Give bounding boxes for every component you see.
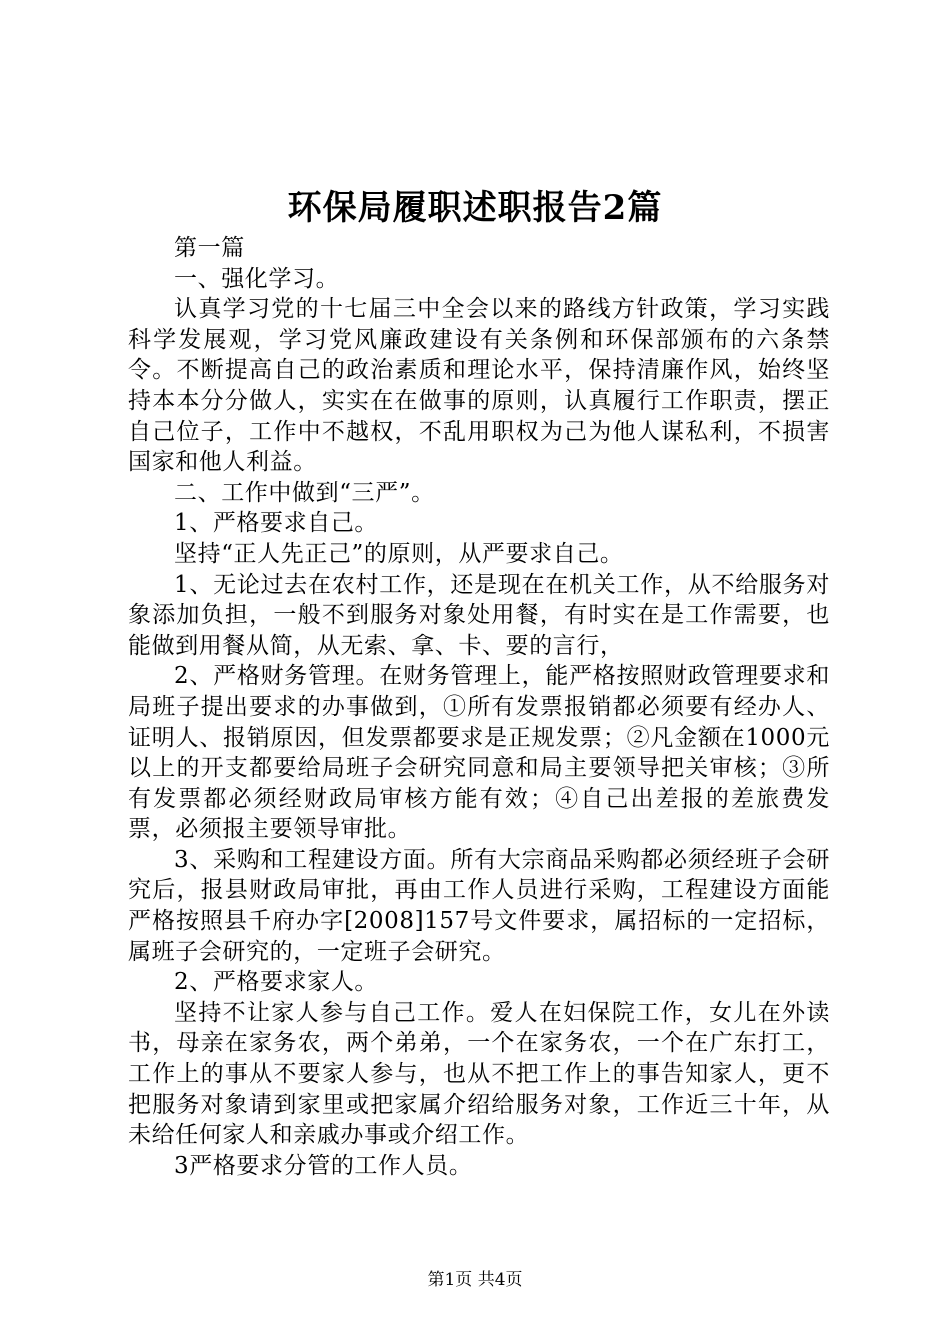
paragraph-self-discipline-heading: 1、严格要求自己。 [174, 510, 379, 537]
paragraph-part-one: 第一篇 [174, 235, 245, 261]
page-number-footer: 第1页 共4页 [427, 1270, 523, 1290]
paragraph-family: 坚持不让家人参与自己工作。爱人在妇保院工作，女儿在外读书，母亲在家务农，两个弟弟，一个在家务农，一个在广东打工，工作上的事从不要家人参与，也从不把工作上的事告知家人，更不把服务对象请到家里或把家属介绍给服务对象，工作近三十年，从未给任何家人和亲戚办事或介绍工作。 [128, 999, 830, 1149]
paragraph-section-two-heading: 二、工作中做到“三严”。 [174, 479, 435, 506]
paragraph-study: 认真学习党的十七届三中全会以来的路线方针政策，学习实践科学发展观，学习党风廉政建设有关条例和环保部颁布的六条禁令。不断提高自己的政治素质和理论水平，保持清廉作风，始终坚持本本分分做人，实实在在做事的原则，认真履行工作职责，摆正自己位子，工作中不越权，不乱用职权为己为他人谋私利，不损害国家和他人利益。 [128, 296, 830, 476]
paragraph-family-heading: 2、严格要求家人。 [174, 969, 379, 996]
paragraph-procurement: 3、采购和工程建设方面。所有大宗商品采购都必须经班子会研究后，报县财政局审批，再由工作人员进行采购，工程建设方面能严格按照县千府办字[2008]157号文件要求，属招标的一定招标，属班子会研究的，一定班子会研究。 [128, 846, 830, 965]
document-title: 环保局履职述职报告2篇 [287, 188, 663, 228]
paragraph-section-one-heading: 一、强化学习。 [174, 265, 340, 292]
document-body [128, 233, 830, 1181]
paragraph-finance-management: 2、严格财务管理。在财务管理上，能严格按照财政管理要求和局班子提出要求的办事做到，①所有发票报销都必须要有经办人、证明人、报销原因，但发票都要求是正规发票；②凡金额在1000元以上的开支都要给局班子会研究同意和局主要领导把关审核；③所有发票都必须经财政局审核方能有效；④自己出差报的差旅费发票，必须报主要领导审批。 [128, 663, 830, 843]
paragraph-self-discipline-principle: 坚持“正人先正己”的原则，从严要求自己。 [174, 540, 624, 567]
paragraph-staff-heading: 3严格要求分管的工作人员。 [174, 1152, 473, 1179]
paragraph-no-burden: 1、无论过去在农村工作，还是现在在机关工作，从不给服务对象添加负担，一般不到服务对象处用餐，有时实在是工作需要，也能做到用餐从简，从无索、拿、卡、要的言行， [128, 571, 830, 659]
